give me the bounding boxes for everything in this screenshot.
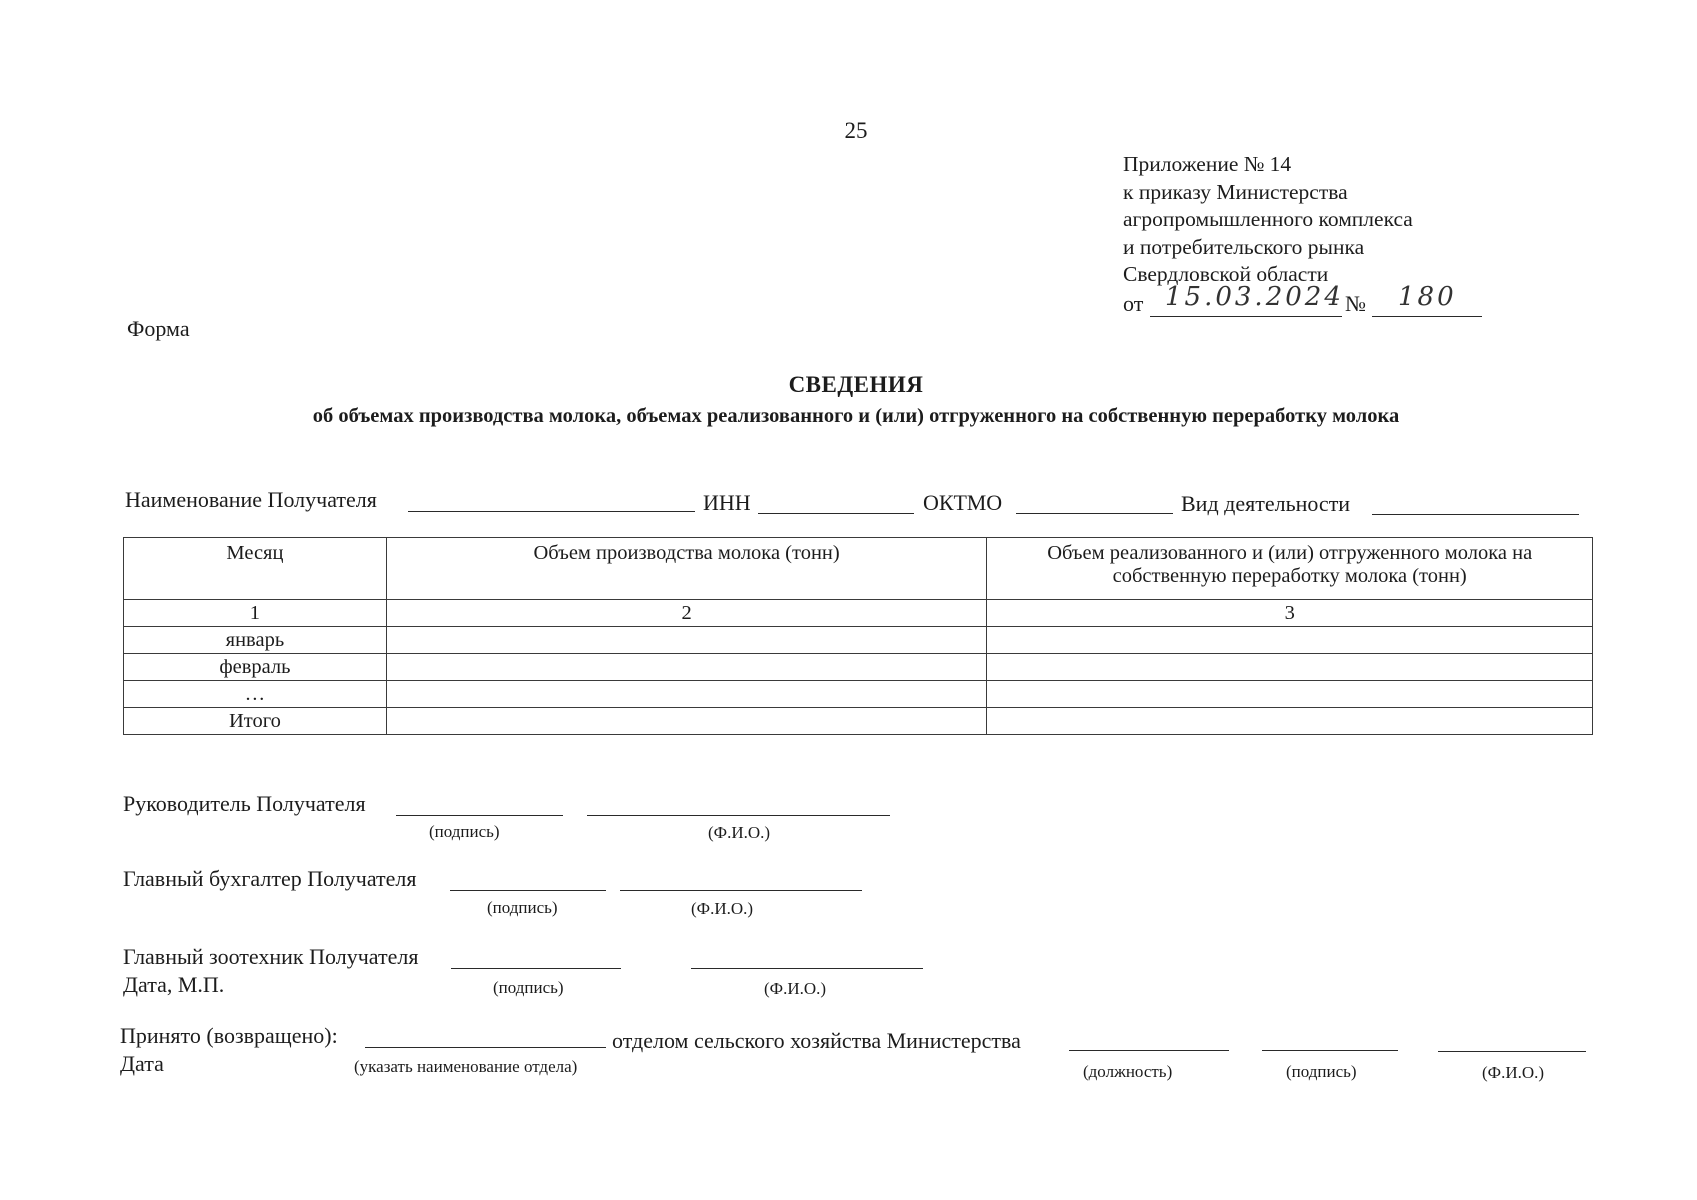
approval-line-3: агропромышленного комплекса <box>1123 207 1413 232</box>
chief-zootechnician-caption-fio: (Ф.И.О.) <box>764 979 827 998</box>
chief-zootechnician-signature-line[interactable] <box>451 968 621 969</box>
sold-cell[interactable] <box>987 654 1593 681</box>
activity-label: Вид деятельности <box>1181 491 1351 516</box>
head-signature-line[interactable] <box>396 815 563 816</box>
head-caption-fio: (Ф.И.О.) <box>708 823 771 842</box>
header-production-volume: Объем производства молока (тонн) <box>386 538 987 600</box>
table-header-row <box>124 538 1593 600</box>
milk-volume-table <box>123 537 1593 735</box>
acceptance-label: Принято (возвращено): <box>120 1023 338 1048</box>
column-number-3: 3 <box>987 600 1593 627</box>
approval-date-handwritten: 15.03.2024 <box>1165 282 1344 312</box>
oktmo-field[interactable] <box>1016 513 1173 514</box>
chief-accountant-caption-fio: (Ф.И.О.) <box>691 899 754 918</box>
position-line[interactable] <box>1069 1050 1229 1051</box>
head-fio-line[interactable] <box>587 815 890 816</box>
department-line[interactable] <box>365 1047 606 1048</box>
table-row <box>124 627 1593 654</box>
sold-total-cell[interactable] <box>987 708 1593 735</box>
production-total-cell[interactable] <box>386 708 987 735</box>
inn-field[interactable] <box>758 513 914 514</box>
chief-accountant-label: Главный бухгалтер Получателя <box>123 866 417 891</box>
recipient-name-field[interactable] <box>408 511 695 512</box>
month-cell: февраль <box>124 654 387 681</box>
caption-acceptance-fio: (Ф.И.О.) <box>1482 1063 1545 1082</box>
approval-number-prefix: № <box>1345 291 1366 316</box>
head-label: Руководитель Получателя <box>123 791 366 816</box>
chief-zootechnician-label: Главный зоотехник Получателя <box>123 944 419 969</box>
inn-label: ИНН <box>703 490 751 515</box>
approval-line-5: Свердловской области <box>1123 262 1329 287</box>
production-cell[interactable] <box>386 681 987 708</box>
production-cell[interactable] <box>386 654 987 681</box>
chief-accountant-caption-signature: (подпись) <box>487 898 558 917</box>
recipient-name-label: Наименование Получателя <box>125 487 377 512</box>
total-label-cell: Итого <box>124 708 387 735</box>
month-cell: … <box>124 681 387 708</box>
chief-accountant-signature-line[interactable] <box>450 890 606 891</box>
approval-block <box>1123 151 1413 289</box>
approval-line-1: Приложение № 14 <box>1123 152 1292 176</box>
form-label: Форма <box>127 316 190 341</box>
approval-date-prefix: от <box>1123 291 1144 316</box>
table-row <box>124 708 1593 735</box>
approval-line-4: и потребительского рынка <box>1123 234 1365 259</box>
column-number-2: 2 <box>386 600 987 627</box>
approval-number-handwritten: 180 <box>1398 282 1457 312</box>
date-seal-label: Дата, М.П. <box>123 972 225 997</box>
approval-date-line <box>1150 316 1342 317</box>
chief-zootechnician-caption-signature: (подпись) <box>493 978 564 997</box>
approval-line-2: к приказу Министерства <box>1123 179 1348 204</box>
production-cell[interactable] <box>386 627 987 654</box>
header-month: Месяц <box>124 538 387 600</box>
chief-zootechnician-fio-line[interactable] <box>691 968 923 969</box>
table-row <box>124 681 1593 708</box>
table-row <box>124 654 1593 681</box>
sold-cell[interactable] <box>987 627 1593 654</box>
month-cell: январь <box>124 627 387 654</box>
caption-position: (должность) <box>1083 1062 1173 1081</box>
column-number-1: 1 <box>124 600 387 627</box>
document-title: СВЕДЕНИЯ <box>788 372 924 397</box>
sold-cell[interactable] <box>987 681 1593 708</box>
table-column-numbers-row <box>124 600 1593 627</box>
caption-department: (указать наименование отдела) <box>354 1057 578 1076</box>
chief-accountant-fio-line[interactable] <box>620 890 862 891</box>
activity-field[interactable] <box>1372 514 1579 515</box>
acceptance-date-label: Дата <box>120 1051 164 1076</box>
header-sold-volume: Объем реализованного и (или) отгруженного молока на собственную переработку молока (тонн) <box>987 538 1593 600</box>
acceptance-signature-line[interactable] <box>1262 1050 1398 1051</box>
caption-acceptance-signature: (подпись) <box>1286 1062 1357 1081</box>
department-text: отделом сельского хозяйства Министерства <box>612 1028 1021 1053</box>
acceptance-fio-line[interactable] <box>1438 1051 1586 1052</box>
page-number: 25 <box>844 118 868 143</box>
approval-number-line <box>1372 316 1482 317</box>
head-caption-signature: (подпись) <box>429 822 500 841</box>
document-subtitle: об объемах производства молока, объемах реализованного и (или) отгруженного на собственную переработку молока <box>312 405 1400 427</box>
oktmo-label: ОКТМО <box>923 490 1003 515</box>
